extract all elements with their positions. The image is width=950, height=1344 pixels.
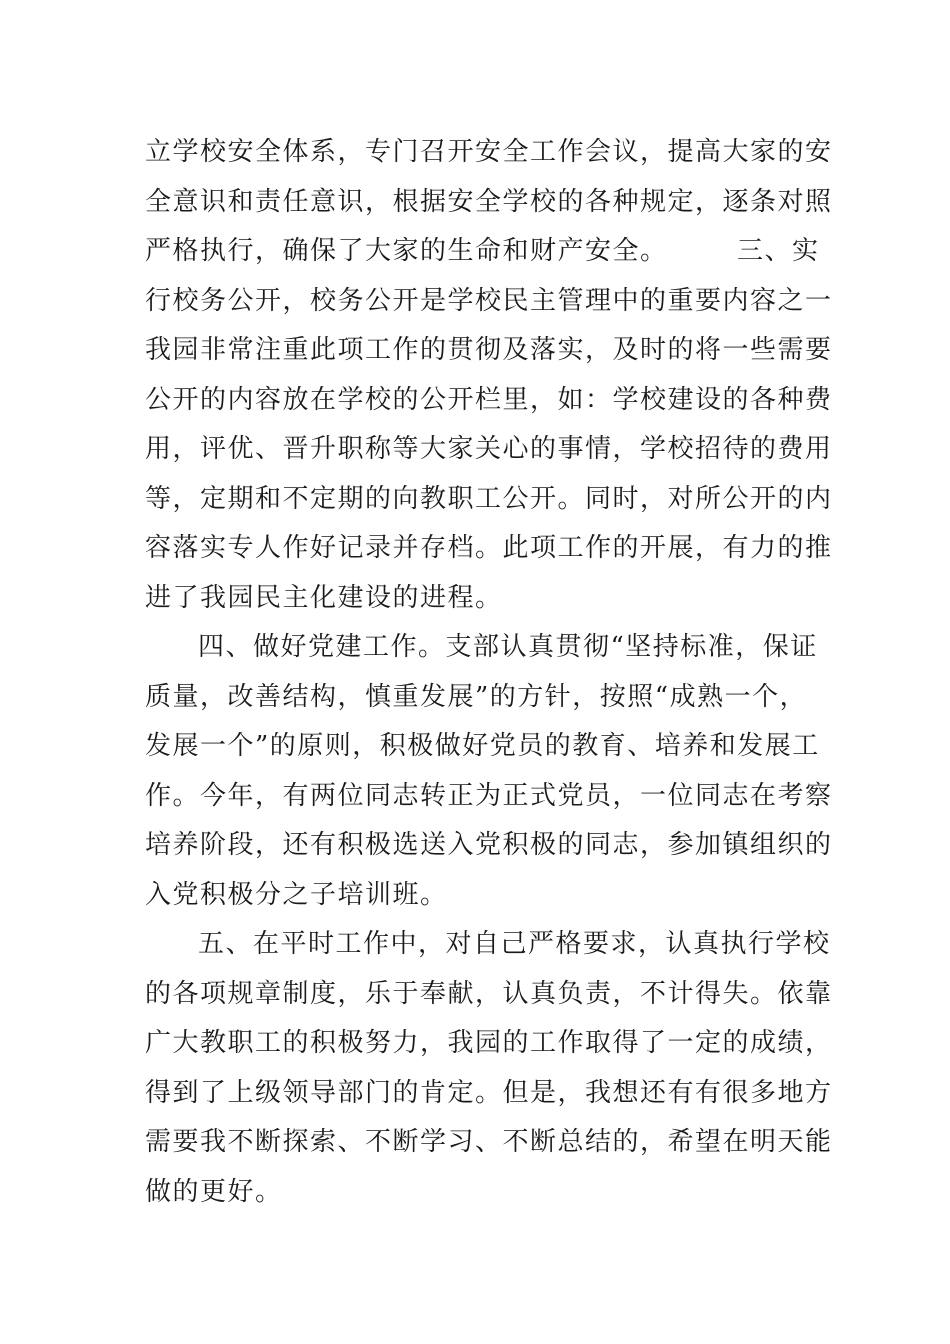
text-line: 的各项规章制度，乐于奉献，认真负责，不计得失。依靠 — [145, 978, 833, 1009]
text-line: 四、做好党建工作。支部认真贯彻“坚持标准，保证 — [198, 632, 818, 662]
text-line: 需要我不断探索、不断学习、不断总结的，希望在明天能 — [145, 1127, 833, 1157]
text-line: 行校务公开，校务公开是学校民主管理中的重要内容之一 — [145, 285, 833, 316]
text-line: 全意识和责任意识，根据安全学校的各种规定，逐条对照 — [145, 186, 833, 217]
text-line: 质量，改善结构，慎重发展”的方针，按照“成熟一个， — [145, 681, 808, 712]
text-line: 得到了上级领导部门的肯定。但是，我想还有有很多地方 — [145, 1077, 833, 1108]
text-line: 培养阶段，还有积极选送入党积极的同志，参加镇组织的 — [145, 830, 833, 860]
body-text — [145, 128, 833, 1217]
text-line: 用，评优、晋升职称等大家关心的事情，学校招待的费用 — [145, 434, 833, 464]
text-line: 作。今年，有两位同志转正为正式党员，一位同志在考察 — [145, 780, 833, 811]
text-line: 做的更好。 — [145, 1176, 283, 1207]
text-line: 公开的内容放在学校的公开栏里，如：学校建设的各种费 — [145, 384, 833, 415]
text-line: 五、在平时工作中，对自己严格要求，认真执行学校 — [198, 929, 831, 959]
text-line: 广大教职工的积极努力，我园的工作取得了一定的成绩， — [145, 1028, 833, 1058]
text-line: 立学校安全体系，专门召开安全工作会议，提高大家的安 — [145, 137, 833, 167]
text-line: 我园非常注重此项工作的贯彻及落实，及时的将一些需要 — [145, 335, 833, 365]
text-line: 等，定期和不定期的向教职工公开。同时，对所公开的内 — [145, 483, 833, 514]
text-line: 严格执行，确保了大家的生命和财产安全。 三、实 — [145, 236, 820, 266]
text-line: 容落实专人作好记录并存档。此项工作的开展，有力的推 — [145, 533, 833, 563]
text-line: 入党积极分之子培训班。 — [145, 879, 448, 910]
text-line: 发展一个”的原则，积极做好党员的教育、培养和发展工 — [145, 731, 820, 761]
text-line: 进了我园民主化建设的进程。 — [145, 582, 503, 613]
